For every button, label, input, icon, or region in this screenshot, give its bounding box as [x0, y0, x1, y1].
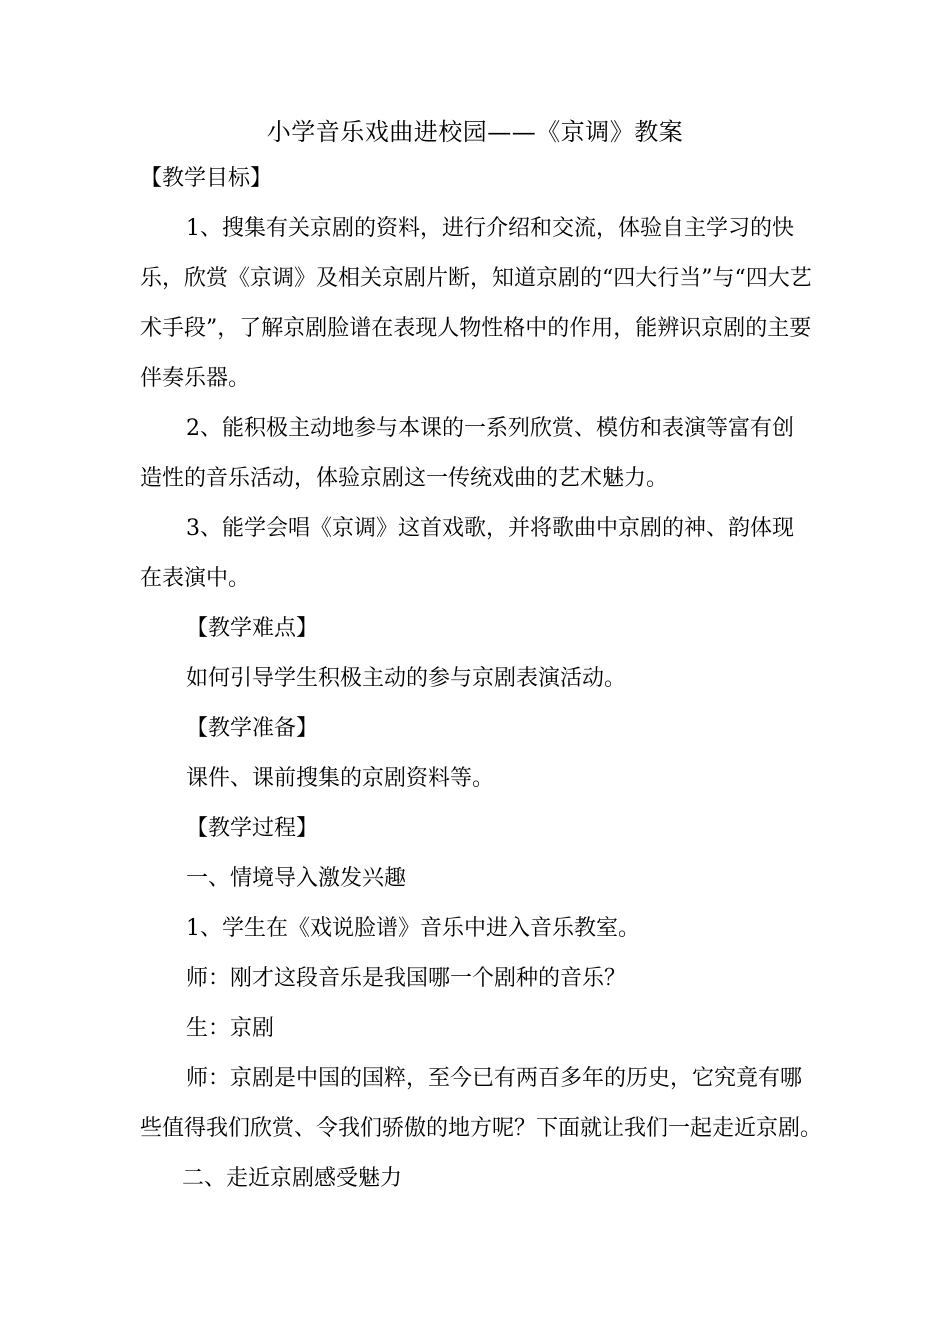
paragraph-line: 伴奏乐器。 — [140, 366, 251, 391]
paragraph-line: 1、学生在《戏说脸谱》音乐中进入音乐教室。 — [186, 916, 640, 941]
paragraph-line: 造性的音乐活动，体验京剧这一传统戏曲的艺术魅力。 — [140, 466, 669, 491]
paragraph-line: 乐，欣赏《京调》及相关京剧片断，知道京剧的“四大行当”与“四大艺 — [140, 266, 812, 291]
subsection-heading: 二、走近京剧感受魅力 — [182, 1166, 403, 1191]
subsection-heading: 一、情境导入激发兴趣 — [186, 866, 407, 891]
paragraph-line: 课件、课前搜集的京剧资料等。 — [186, 766, 495, 791]
dialogue-line: 生：京剧 — [186, 1016, 275, 1041]
paragraph-line: 1、搜集有关京剧的资料，进行介绍和交流，体验自主学习的快 — [186, 216, 794, 241]
paragraph-line: 2、能积极主动地参与本课的一系列欣赏、模仿和表演等富有创 — [186, 416, 794, 441]
dialogue-line: 师：刚才这段音乐是我国哪一个剧种的音乐？ — [186, 966, 627, 991]
paragraph-line: 术手段”，了解京剧脸谱在表现人物性格中的作用，能辨识京剧的主要 — [140, 316, 812, 341]
paragraph-line: 在表演中。 — [140, 566, 251, 591]
dialogue-line: 师：京剧是中国的国粹，至今已有两百多年的历史，它究竟有哪 — [186, 1066, 803, 1091]
paragraph-line: 如何引导学生积极主动的参与京剧表演活动。 — [186, 666, 627, 691]
paragraph-line: 3、能学会唱《京调》这首戏歌，并将歌曲中京剧的神、韵体现 — [186, 516, 794, 541]
section-heading-process: 【教学过程】 — [186, 816, 319, 841]
section-heading-difficulty: 【教学难点】 — [186, 616, 319, 641]
document-title: 小学音乐戏曲进校园——《京调》教案 — [266, 118, 684, 146]
paragraph-line: 些值得我们欣赏、令我们骄傲的地方呢？下面就让我们一起走近京剧。 — [140, 1116, 823, 1141]
section-heading-objectives: 【教学目标】 — [140, 166, 273, 191]
section-heading-preparation: 【教学准备】 — [186, 716, 319, 741]
